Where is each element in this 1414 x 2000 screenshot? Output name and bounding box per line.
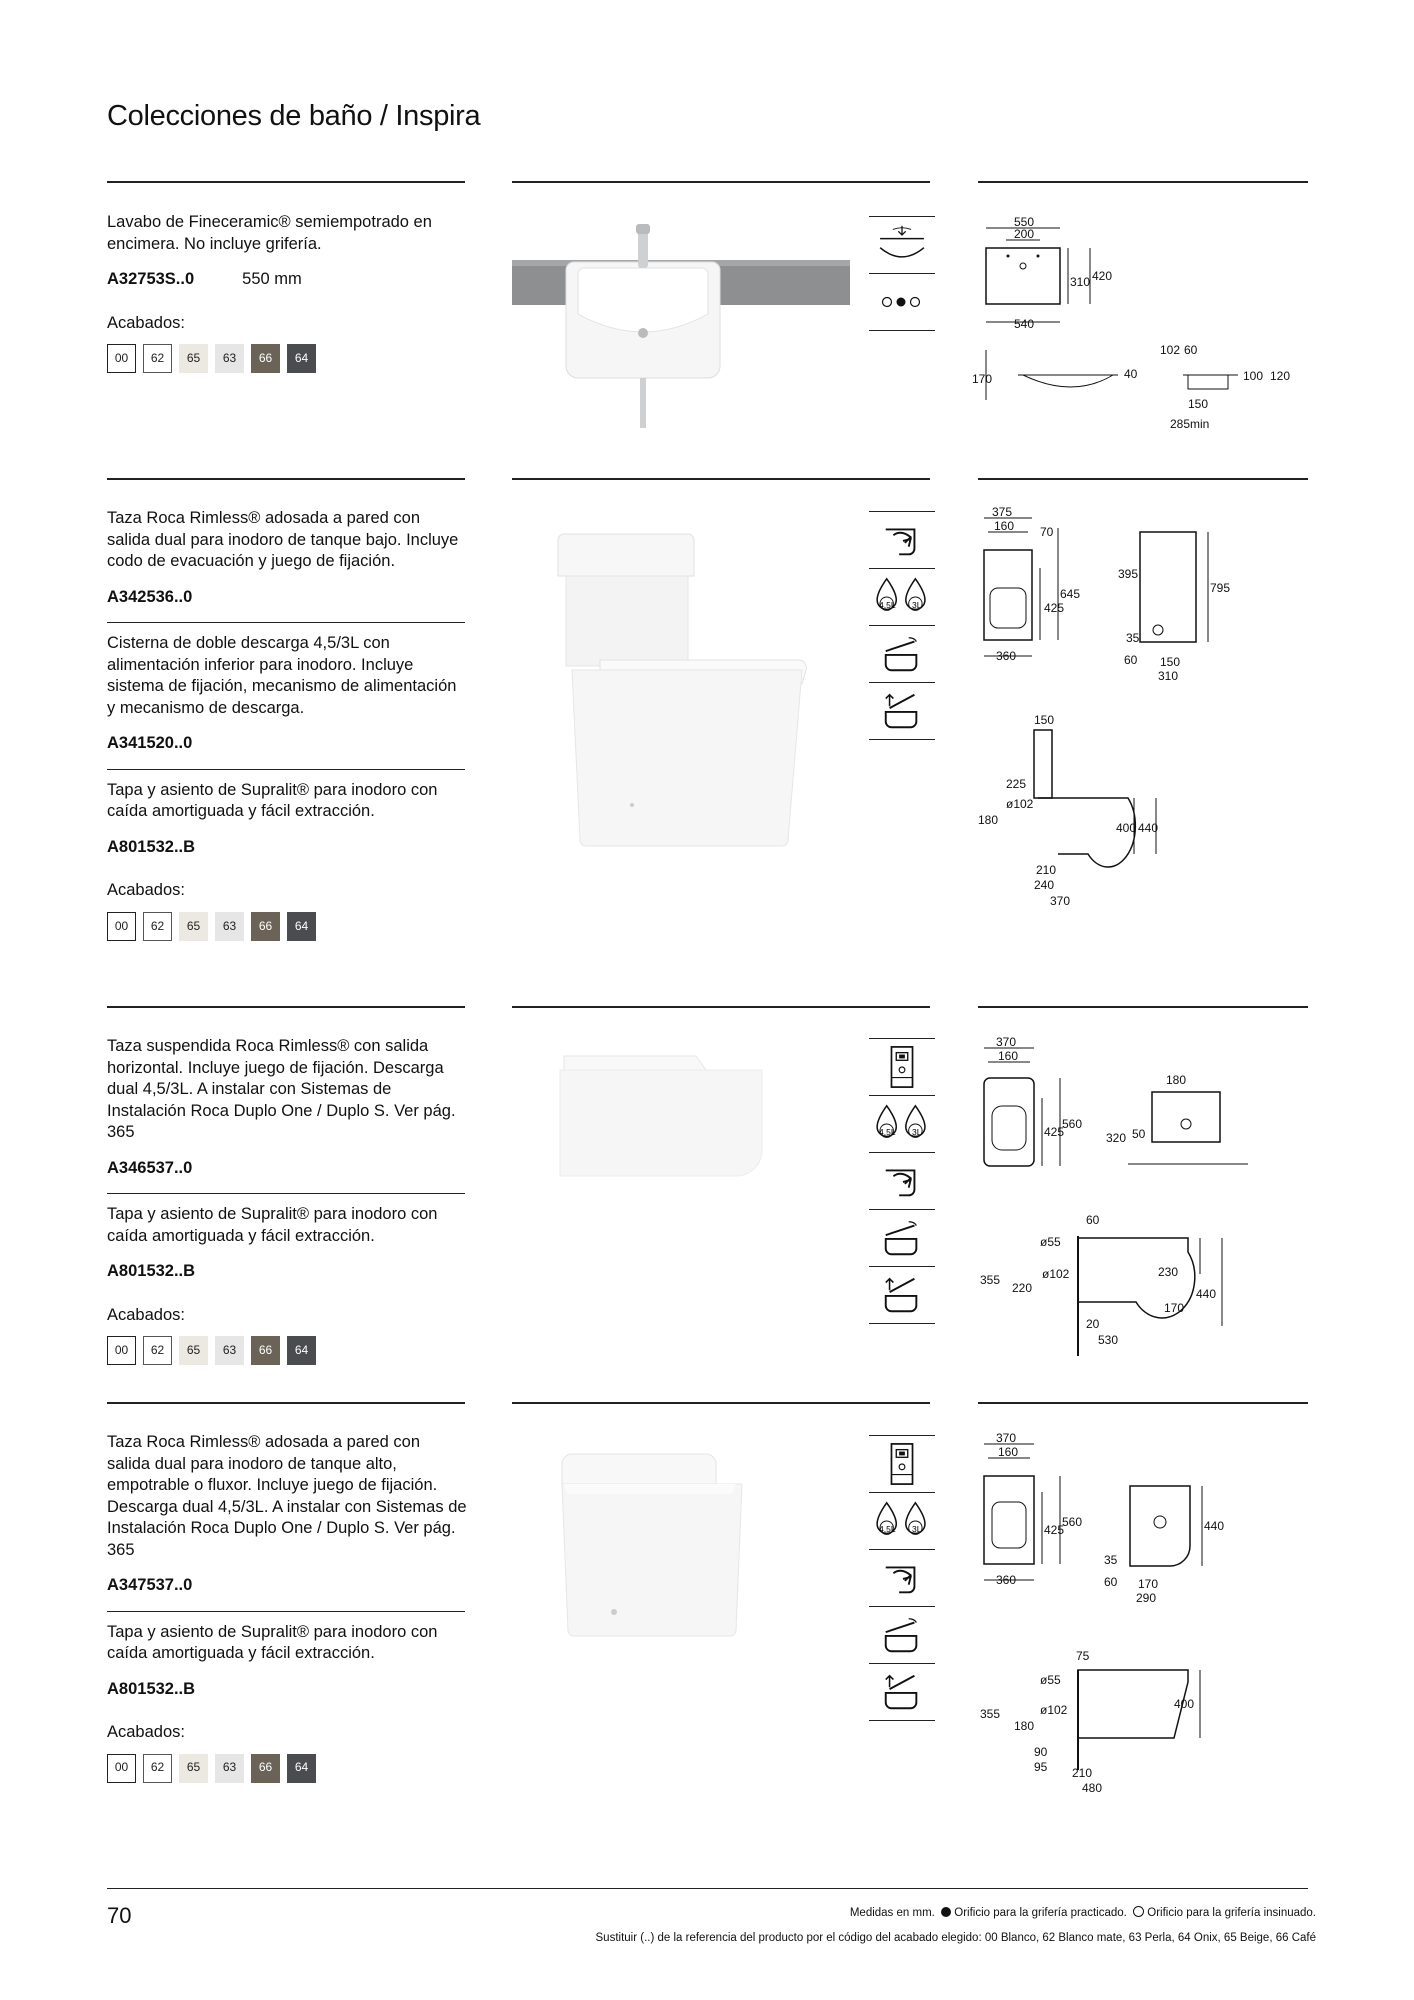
svg-text:530: 530 <box>1098 1333 1119 1347</box>
svg-text:370: 370 <box>996 1035 1017 1049</box>
svg-text:425: 425 <box>1044 601 1065 615</box>
product-text: Tapa y asiento de Supralit® para inodoro con caída amortiguada y fácil extracción. <box>107 1205 438 1245</box>
svg-text:320: 320 <box>1106 1131 1127 1145</box>
svg-text:95: 95 <box>1034 1760 1048 1774</box>
finish-swatch[interactable]: 66 <box>251 1754 280 1783</box>
svg-text:230: 230 <box>1158 1265 1179 1279</box>
dual-flush-icon <box>869 569 935 626</box>
svg-text:70: 70 <box>1040 525 1054 539</box>
product-code: A801532..B <box>107 1679 196 1698</box>
finish-swatch[interactable]: 63 <box>215 344 244 373</box>
product-text: Tapa y asiento de Supralit® para inodoro con caída amortiguada y fácil extracción. <box>107 780 438 821</box>
svg-text:150: 150 <box>1188 397 1209 411</box>
finishes-label: Acabados: <box>107 1305 185 1324</box>
svg-text:170: 170 <box>972 372 993 386</box>
finish-swatch[interactable]: 66 <box>251 912 280 941</box>
svg-text:60: 60 <box>1184 343 1198 357</box>
svg-text:3L: 3L <box>912 1127 922 1137</box>
svg-text:ø102: ø102 <box>1006 797 1034 811</box>
finish-swatch[interactable]: 63 <box>215 1754 244 1783</box>
svg-text:3L: 3L <box>912 1524 922 1534</box>
svg-text:425: 425 <box>1044 1125 1065 1139</box>
rimless-icon <box>869 1153 935 1210</box>
finish-swatch[interactable]: 62 <box>143 1336 172 1365</box>
section-4-divider-right <box>978 1402 1308 1404</box>
section-3-divider <box>107 1006 465 1008</box>
svg-text:370: 370 <box>1050 894 1071 908</box>
finish-swatch[interactable]: 65 <box>179 1336 208 1365</box>
svg-text:100: 100 <box>1243 369 1264 383</box>
finishes-label: Acabados: <box>107 881 185 900</box>
dual-flush-icon <box>869 1493 935 1550</box>
svg-text:102: 102 <box>1160 343 1181 357</box>
svg-text:240: 240 <box>1034 878 1055 892</box>
product-code: A341520..0 <box>107 734 193 753</box>
finish-swatch[interactable]: 63 <box>215 1336 244 1365</box>
item-divider <box>107 622 465 623</box>
back-to-wall-wc-photo <box>512 1440 850 1640</box>
section-4-icons <box>869 1435 935 1721</box>
section-1-divider <box>107 181 465 183</box>
section-2-divider <box>107 478 465 480</box>
svg-text:440: 440 <box>1138 821 1159 835</box>
finish-swatch[interactable]: 66 <box>251 1336 280 1365</box>
rimless-icon <box>869 1550 935 1607</box>
svg-text:35: 35 <box>1126 631 1140 645</box>
svg-text:360: 360 <box>996 1573 1017 1587</box>
finish-swatch[interactable]: 65 <box>179 912 208 941</box>
svg-text:120: 120 <box>1270 369 1291 383</box>
svg-text:160: 160 <box>998 1445 1019 1459</box>
svg-text:220: 220 <box>1012 1281 1033 1295</box>
section-4-divider <box>107 1402 465 1404</box>
finish-swatch[interactable]: 63 <box>215 912 244 941</box>
svg-text:290: 290 <box>1136 1591 1157 1605</box>
back-to-wall-technical-drawing <box>978 1430 1316 1810</box>
section-3-icons <box>869 1038 935 1324</box>
product-text: Tapa y asiento de Supralit® para inodoro con caída amortiguada y fácil extracción. <box>107 1622 438 1663</box>
finish-swatches <box>107 912 467 941</box>
svg-text:440: 440 <box>1196 1287 1217 1301</box>
svg-text:310: 310 <box>1070 275 1091 289</box>
section-2-icons <box>869 511 935 740</box>
easy-removal-seat-icon <box>869 1267 935 1324</box>
svg-text:795: 795 <box>1210 581 1231 595</box>
svg-text:480: 480 <box>1082 1781 1103 1795</box>
rimless-icon <box>869 511 935 569</box>
close-coupled-technical-drawing <box>978 505 1316 908</box>
svg-text:60: 60 <box>1124 653 1138 667</box>
finish-swatches <box>107 344 467 373</box>
svg-text:355: 355 <box>980 1707 1001 1721</box>
finish-swatch[interactable]: 66 <box>251 344 280 373</box>
svg-text:225: 225 <box>1006 777 1027 791</box>
section-4-divider-mid <box>512 1402 930 1404</box>
svg-text:ø102: ø102 <box>1040 1703 1068 1717</box>
svg-text:540: 540 <box>1014 317 1035 331</box>
svg-text:170: 170 <box>1164 1301 1185 1315</box>
finish-swatch[interactable]: 64 <box>287 912 316 941</box>
basin-photo <box>512 220 850 430</box>
svg-text:60: 60 <box>1086 1213 1100 1227</box>
section-2-description <box>107 508 467 941</box>
product-text: Taza suspendida Roca Rimless® con salida horizontal. Incluye juego de fijación. Descarga dual 4,5/3L. A instalar con Sistemas de Instalación Roca Duplo One / Duplo S. Ver pág. 365 <box>107 1037 456 1141</box>
footer-divider <box>107 1888 1308 1889</box>
product-text: Taza Roca Rimless® adosada a pared con salida dual para inodoro de tanque bajo. Incluye codo de evacuación y juego de fijación. <box>107 509 459 570</box>
svg-text:180: 180 <box>978 813 999 827</box>
svg-text:ø55: ø55 <box>1040 1235 1061 1249</box>
svg-text:560: 560 <box>1062 1117 1083 1131</box>
svg-text:400: 400 <box>1174 1697 1195 1711</box>
svg-text:35: 35 <box>1104 1553 1118 1567</box>
section-1-divider-mid <box>512 181 930 183</box>
product-text: Cisterna de doble descarga 4,5/3L con alimentación inferior para inodoro. Incluye sistema de fijación, mecanismo de alimentación y mecanismo de descarga. <box>107 634 457 717</box>
svg-text:150: 150 <box>1160 655 1181 669</box>
svg-text:160: 160 <box>994 519 1015 533</box>
page-title: Colecciones de baño / Inspira <box>107 100 481 132</box>
section-1-icons <box>869 216 935 331</box>
svg-text:400: 400 <box>1116 821 1137 835</box>
in-wall-frame-icon <box>869 1435 935 1493</box>
svg-text:645: 645 <box>1060 587 1081 601</box>
svg-text:ø102: ø102 <box>1042 1267 1070 1281</box>
svg-text:4,5L: 4,5L <box>879 1127 896 1137</box>
product-text: Lavabo de Fineceramic® semiempotrado en encimera. No incluye grifería. <box>107 213 432 253</box>
soft-close-seat-icon <box>869 626 935 683</box>
svg-text:285min: 285min <box>1170 417 1210 431</box>
svg-text:150: 150 <box>1034 713 1055 727</box>
finish-swatch[interactable]: 64 <box>287 1336 316 1365</box>
section-1-divider-right <box>978 181 1308 183</box>
item-divider <box>107 1193 465 1194</box>
svg-text:210: 210 <box>1036 863 1057 877</box>
svg-text:370: 370 <box>996 1431 1017 1445</box>
wall-hung-wc-photo <box>512 1040 850 1230</box>
svg-text:200: 200 <box>1014 227 1035 241</box>
close-coupled-wc-photo <box>512 520 850 850</box>
semi-recessed-basin-icon <box>869 216 935 274</box>
section-3-divider-mid <box>512 1006 930 1008</box>
finish-swatch[interactable]: 00 <box>107 912 136 941</box>
svg-text:440: 440 <box>1204 1519 1225 1533</box>
finish-swatch[interactable]: 00 <box>107 1754 136 1783</box>
section-2-divider-right <box>978 478 1308 480</box>
svg-text:560: 560 <box>1062 1515 1083 1529</box>
svg-text:550: 550 <box>1014 215 1035 229</box>
filled-dot-icon <box>941 1907 951 1917</box>
finish-swatch[interactable]: 62 <box>143 344 172 373</box>
finish-swatches <box>107 1336 467 1365</box>
finish-swatch[interactable]: 64 <box>287 1754 316 1783</box>
svg-text:160: 160 <box>998 1049 1019 1063</box>
finish-swatch[interactable]: 65 <box>179 1754 208 1783</box>
soft-close-seat-icon <box>869 1607 935 1664</box>
svg-text:4,5L: 4,5L <box>879 600 896 610</box>
product-code: A347537..0 <box>107 1576 193 1594</box>
product-text: Taza Roca Rimless® adosada a pared con salida dual para inodoro de tanque alto, empotrable o fluxor. Incluye juego de fijación. Descarga dual 4,5/3L. A instalar con Sistemas de Instalación Roca Duplo One / Duplo S. Ver pág. 365 <box>107 1433 467 1559</box>
substitute-note: Sustituir (..) de la referencia del producto por el código del acabado elegido: 00 Blanco, 62 Blanco mate, 63 Perla, 64 Onix, 65 Beige, 66 Café <box>595 1932 1316 1944</box>
finishes-label: Acabados: <box>107 313 185 332</box>
svg-text:90: 90 <box>1034 1745 1048 1759</box>
product-code: A342536..0 <box>107 587 193 606</box>
finish-swatch[interactable]: 00 <box>107 344 136 373</box>
section-2-divider-mid <box>512 478 930 480</box>
svg-text:210: 210 <box>1072 1766 1093 1780</box>
finish-swatch[interactable]: 00 <box>107 1336 136 1365</box>
finishes-label: Acabados: <box>107 1723 185 1742</box>
tap-hole-options-icon <box>869 274 935 331</box>
finish-swatch[interactable]: 65 <box>179 344 208 373</box>
hollow-dot-icon <box>1133 1906 1144 1917</box>
basin-technical-drawing <box>972 210 1316 440</box>
section-1-description <box>107 212 467 373</box>
easy-removal-seat-icon <box>869 1664 935 1721</box>
svg-text:360: 360 <box>996 649 1017 663</box>
section-3-description <box>107 1036 467 1365</box>
svg-text:50: 50 <box>1132 1127 1146 1141</box>
easy-removal-seat-icon <box>869 683 935 740</box>
wall-hung-technical-drawing <box>978 1036 1316 1356</box>
svg-text:395: 395 <box>1118 567 1139 581</box>
product-code: A801532..B <box>107 837 196 856</box>
svg-text:180: 180 <box>1166 1073 1187 1087</box>
finish-swatch[interactable]: 64 <box>287 344 316 373</box>
item-divider <box>107 1611 465 1612</box>
svg-text:180: 180 <box>1014 1719 1035 1733</box>
finish-swatch[interactable]: 62 <box>143 912 172 941</box>
section-4-description <box>107 1432 467 1783</box>
item-divider <box>107 769 465 770</box>
svg-text:20: 20 <box>1086 1317 1100 1331</box>
svg-text:310: 310 <box>1158 669 1179 683</box>
dual-flush-icon <box>869 1096 935 1153</box>
svg-text:355: 355 <box>980 1273 1001 1287</box>
svg-text:375: 375 <box>992 505 1013 519</box>
product-code: A801532..B <box>107 1262 196 1281</box>
svg-text:60: 60 <box>1104 1575 1118 1589</box>
in-wall-frame-icon <box>869 1038 935 1096</box>
finish-swatch[interactable]: 62 <box>143 1754 172 1783</box>
svg-text:170: 170 <box>1138 1577 1159 1591</box>
svg-text:40: 40 <box>1124 367 1138 381</box>
svg-text:425: 425 <box>1044 1523 1065 1537</box>
section-3-divider-right <box>978 1006 1308 1008</box>
product-code: A346537..0 <box>107 1158 193 1177</box>
svg-text:4,5L: 4,5L <box>879 1524 896 1534</box>
finish-swatches <box>107 1754 467 1783</box>
measures-note: Medidas en mm. Orificio para la grifería practicado. Orificio para la grifería insinuado. <box>849 1907 1316 1919</box>
product-code: A32753S..0 550 mm <box>107 270 302 288</box>
svg-text:420: 420 <box>1092 269 1113 283</box>
svg-text:ø55: ø55 <box>1040 1673 1061 1687</box>
soft-close-seat-icon <box>869 1210 935 1267</box>
page-number: 70 <box>107 1903 132 1928</box>
svg-text:3L: 3L <box>912 600 922 610</box>
svg-text:75: 75 <box>1076 1649 1090 1663</box>
